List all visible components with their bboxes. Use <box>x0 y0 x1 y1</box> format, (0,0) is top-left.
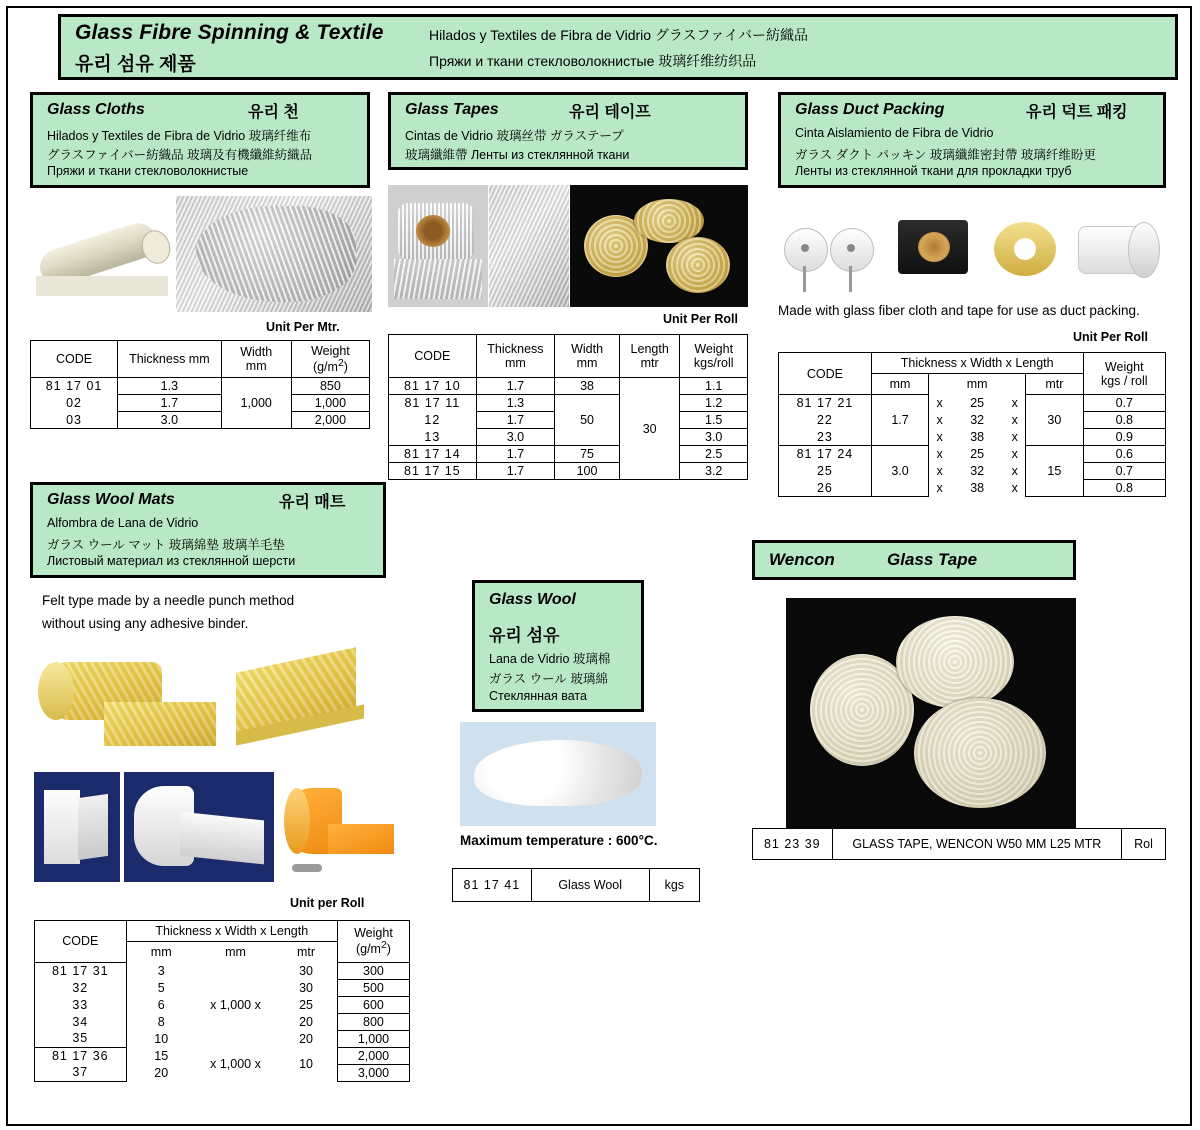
cell-thickness: 1.7 <box>118 395 221 412</box>
glass-cloths-table <box>30 340 370 429</box>
col-weight: Weight $(g/m^2)$ <box>291 341 369 378</box>
glass-wool-table <box>452 868 700 902</box>
cell-code: 81 17 36 <box>35 1047 127 1064</box>
glass-wool-title-en: Glass Wool <box>489 591 576 608</box>
cell-unit: Rol <box>1122 829 1166 860</box>
wencon-table <box>752 828 1166 860</box>
duct-packing-table <box>778 352 1166 497</box>
cell-code: 03 <box>31 412 118 429</box>
col-x-2 <box>1004 374 1025 395</box>
cell-weight: 300 <box>337 962 409 979</box>
cell-code: 23 <box>779 429 872 446</box>
cell-thickness: 1.7 <box>871 395 928 446</box>
cell-weight: 850 <box>291 378 369 395</box>
cell-length: 30 <box>299 980 313 995</box>
table-row <box>389 395 748 412</box>
col-dimensions: Thickness x Width x Length <box>871 353 1083 374</box>
glass-tape-roll-photo <box>388 185 488 307</box>
duct-packing-white-rolls-photo <box>778 200 880 296</box>
cell-x: x <box>936 481 943 495</box>
glass-cloth-tube-photo <box>30 196 175 312</box>
glass-wool-header <box>472 580 644 712</box>
duct-packing-unit-label: Unit Per Roll <box>1073 330 1149 344</box>
cell-length: 10 <box>299 1057 313 1071</box>
col-mtr: mtr <box>296 945 316 959</box>
cell-unit: kgs <box>649 869 699 902</box>
cell-thickness: 3.0 <box>871 446 928 497</box>
cell-code: 12 <box>389 412 477 429</box>
glass-wool-line-3: Стеклянная вата <box>489 689 587 703</box>
col-width: Width mm <box>221 341 291 378</box>
cell-x: x <box>936 430 943 444</box>
duct-packing-title-kr: 유리 덕트 패킹 <box>1026 104 1128 121</box>
cell-width: 1,000 <box>221 378 291 429</box>
table-row <box>453 869 700 902</box>
cell-x: x <box>936 396 943 410</box>
wool-mat-orange-roll-photo <box>278 772 396 882</box>
wool-mats-title-kr: 유리 매트 <box>279 494 346 511</box>
duct-packing-line-2: ガラス ダクト パッキン 玻璃纖維密封帶 玻璃纤维盼更 <box>795 148 1096 162</box>
glass-wool-line-1: Lana de Vidrio 玻璃棉 <box>489 652 611 666</box>
cell-thickness: 3.0 <box>118 412 221 429</box>
cell-x: x <box>936 464 943 478</box>
wool-mats-note-1: Felt type made by a needle punch method <box>42 593 295 608</box>
wool-mats-header <box>30 482 386 578</box>
cell-thickness: 5 <box>157 980 165 995</box>
page-title-bar <box>58 14 1178 80</box>
cell-name: Glass Wool <box>531 869 649 902</box>
cell-code: 81 17 15 <box>389 463 477 480</box>
glass-cloths-header <box>30 92 370 188</box>
col-mm-1: mm <box>871 374 928 395</box>
table-row <box>779 480 1166 497</box>
duct-packing-black-tape-photo <box>884 200 980 296</box>
cell-width: 100 <box>555 463 620 480</box>
cell-weight: 0.8 <box>1083 412 1165 429</box>
cell-thickness: 20 <box>154 1065 169 1080</box>
table-row <box>779 412 1166 429</box>
table-row <box>31 378 370 395</box>
cell-length: 20 <box>299 1014 313 1029</box>
cell-x: x <box>1011 481 1018 495</box>
cell-thickness: 1.3 <box>118 378 221 395</box>
cell-thickness: 1.7 <box>476 378 555 395</box>
cell-code: 81 17 24 <box>779 446 872 463</box>
cell-thickness: 1.7 <box>476 412 555 429</box>
cell-x: x <box>936 413 943 427</box>
cell-thickness: 8 <box>157 1014 165 1029</box>
cell-code: 25 <box>779 463 872 480</box>
duct-packing-line-3: Ленты из стеклянной ткани для прокладки труб <box>795 164 1072 178</box>
cell-weight: 2.5 <box>680 446 748 463</box>
glass-tapes-header <box>388 92 748 170</box>
glass-tape-gold-rolls-photo <box>570 185 748 307</box>
duct-packing-gold-tape-photo <box>984 200 1066 296</box>
col-x-1 <box>929 374 950 395</box>
cell-weight: 1,000 <box>291 395 369 412</box>
col-dimensions: Thickness x Width x Length <box>126 921 337 942</box>
table-row <box>753 829 1166 860</box>
wencon-header <box>752 540 1076 580</box>
wool-mat-yellow-roll-photo <box>34 640 224 760</box>
cell-weight: 1.1 <box>680 378 748 395</box>
cell-width: x 1,000 x <box>210 1057 261 1071</box>
wool-mats-table <box>34 920 410 1082</box>
cell-weight: 1.2 <box>680 395 748 412</box>
cell-x: x <box>1011 464 1018 478</box>
cell-length: 30 <box>619 378 679 480</box>
cell-code: 33 <box>35 996 127 1013</box>
wool-mat-yellow-sheet-photo <box>228 640 378 760</box>
cell-x: x <box>1011 447 1018 461</box>
cell-weight: 0.8 <box>1083 480 1165 497</box>
wool-mats-note-2: without using any adhesive binder. <box>42 616 249 631</box>
cell-weight: 1,000 <box>337 1030 409 1047</box>
col-code: CODE <box>31 341 118 378</box>
glass-cloths-title-kr: 유리 천 <box>248 104 299 121</box>
col-weight: Weight kgs / roll <box>1083 353 1165 395</box>
duct-packing-header <box>778 92 1166 188</box>
duct-packing-white-tape-photo <box>1068 200 1168 296</box>
cell-code: 02 <box>31 395 118 412</box>
col-weight: Weight $(g/m^2)$ <box>337 921 409 963</box>
cell-weight: 1.5 <box>680 412 748 429</box>
glass-cloths-line-1: Hilados y Textiles de Fibra de Vidrio 玻璃纤维布 <box>47 129 312 143</box>
cell-weight: 0.6 <box>1083 446 1165 463</box>
duct-packing-note: Made with glass fiber cloth and tape for use as duct packing. <box>778 303 1140 318</box>
cell-length: 20 <box>299 1031 313 1046</box>
cell-width: x 1,000 x <box>210 997 261 1012</box>
wool-mats-line-1: Alfombra de Lana de Vidrio <box>47 516 199 530</box>
table-row <box>35 1047 410 1064</box>
cell-code: 26 <box>779 480 872 497</box>
col-mm-1: mm <box>150 945 172 959</box>
cell-code: 22 <box>779 412 872 429</box>
cell-weight: 3.2 <box>680 463 748 480</box>
cell-width: 75 <box>555 446 620 463</box>
page-title-translations-2: Пряжи и ткани стекловолокнистые 玻璃纤维纺织品 <box>429 53 757 69</box>
cell-code: 81 17 10 <box>389 378 477 395</box>
table-row <box>389 378 748 395</box>
cell-description: GLASS TAPE, WENCON W50 MM L25 MTR <box>832 829 1121 860</box>
cell-thickness: 1.7 <box>476 446 555 463</box>
cell-thickness: 10 <box>154 1031 169 1046</box>
cell-code: 81 17 31 <box>35 962 127 979</box>
cell-code: 81 17 14 <box>389 446 477 463</box>
table-row <box>779 463 1166 480</box>
cell-weight: 3.0 <box>680 429 748 446</box>
glass-cloths-line-2: グラスファイバー紡織品 玻璃及有機纖維紡織品 <box>47 148 313 162</box>
wencon-glass-tape-photo <box>786 598 1076 828</box>
table-row <box>35 962 410 979</box>
wencon-title-product: Glass Tape <box>887 550 978 569</box>
cell-x: x <box>1011 396 1018 410</box>
col-code: CODE <box>35 921 127 963</box>
table-row <box>31 395 370 412</box>
cell-thickness: 15 <box>154 1048 169 1063</box>
glass-cloth-fabric-photo <box>176 196 372 312</box>
cell-code: 81 23 39 <box>753 829 833 860</box>
cell-code: 35 <box>35 1030 127 1047</box>
glass-tapes-line-2: 玻璃纖維帶 Ленты из стеклянной ткани <box>405 148 630 162</box>
cell-thickness: 3 <box>157 963 165 978</box>
col-mm-2: mm <box>225 945 246 959</box>
cell-weight: 0.7 <box>1083 463 1165 480</box>
table-row <box>779 429 1166 446</box>
cell-width: 50 <box>555 395 620 446</box>
cell-width: 25 <box>970 447 985 461</box>
cell-x: x <box>936 447 943 461</box>
cell-weight: 0.9 <box>1083 429 1165 446</box>
glass-tape-weave-photo <box>489 185 569 307</box>
glass-tapes-unit-label: Unit Per Roll <box>663 312 739 326</box>
col-code: CODE <box>779 353 872 395</box>
cell-code: 81 17 01 <box>31 378 118 395</box>
cell-x: x <box>1011 413 1018 427</box>
glass-cloths-title-en: Glass Cloths <box>47 101 145 118</box>
table-row <box>779 395 1166 412</box>
cell-weight: 800 <box>337 1013 409 1030</box>
cell-thickness: 1.7 <box>476 463 555 480</box>
col-weight: Weight kgs/roll <box>680 335 748 378</box>
col-thickness: Thickness mm <box>118 341 221 378</box>
cell-thickness: 3.0 <box>476 429 555 446</box>
wool-mats-unit-label: Unit per Roll <box>290 896 365 910</box>
cell-width: 32 <box>970 464 985 478</box>
glass-cloths-line-3: Пряжи и ткани стекловолокнистые <box>47 164 249 178</box>
glass-tapes-table <box>388 334 748 480</box>
page-title-korean: 유리 섬유 제품 <box>75 54 196 75</box>
cell-length: 25 <box>299 997 313 1012</box>
cell-length: 30 <box>299 963 313 978</box>
cell-weight: 600 <box>337 996 409 1013</box>
col-mtr: mtr <box>1026 374 1083 395</box>
cell-code: 34 <box>35 1013 127 1030</box>
cell-width: 38 <box>555 378 620 395</box>
table-row <box>779 446 1166 463</box>
cell-length: 30 <box>1026 395 1083 446</box>
col-width: Width mm <box>555 335 620 378</box>
glass-cloths-unit-label: Unit Per Mtr. <box>266 320 340 334</box>
glass-tapes-title-kr: 유리 테이프 <box>569 104 651 121</box>
glass-wool-temperature: Maximum temperature : 600°C. <box>460 833 658 848</box>
wool-mat-white-roll-photo <box>124 772 274 882</box>
cell-code: 81 17 41 <box>453 869 532 902</box>
glass-wool-photo <box>460 722 656 826</box>
col-length: Length mtr <box>619 335 679 378</box>
wool-mat-blue-bg-photo <box>34 772 120 882</box>
cell-code: 81 17 21 <box>779 395 872 412</box>
cell-code: 32 <box>35 979 127 996</box>
glass-tapes-line-1: Cintas de Vidrio 玻璃丝带 ガラステープ <box>405 129 624 143</box>
col-thickness: Thickness mm <box>476 335 555 378</box>
wool-mats-line-2: ガラス ウール マット 玻璃綿墊 玻璃羊毛垫 <box>47 538 285 552</box>
cell-weight: 2,000 <box>337 1047 409 1064</box>
cell-x: x <box>1011 430 1018 444</box>
table-row <box>389 446 748 463</box>
cell-thickness: 1.3 <box>476 395 555 412</box>
glass-tapes-title-en: Glass Tapes <box>405 101 499 118</box>
page-title: Glass Fibre Spinning & Textile <box>75 21 384 44</box>
cell-width: 25 <box>970 396 985 410</box>
cell-weight: 0.7 <box>1083 395 1165 412</box>
col-code: CODE <box>389 335 477 378</box>
cell-thickness: 6 <box>157 997 165 1012</box>
cell-length: 15 <box>1026 446 1083 497</box>
cell-width: 38 <box>970 430 985 444</box>
glass-wool-title-kr: 유리 섬유 <box>489 626 560 645</box>
duct-packing-line-1: Cinta Aislamiento de Fibra de Vidrio <box>795 126 994 140</box>
duct-packing-title-en: Glass Duct Packing <box>795 101 945 118</box>
glass-wool-line-2: ガラス ウール 玻璃綿 <box>489 672 608 686</box>
col-mm-2: mm <box>966 377 988 392</box>
cell-weight: 3,000 <box>337 1064 409 1081</box>
page-title-translations-1: Hilados y Textiles de Fibra de Vidrio グラスファイバー紡織品 <box>429 27 808 43</box>
cell-weight: 500 <box>337 979 409 996</box>
cell-code: 13 <box>389 429 477 446</box>
cell-code: 37 <box>35 1064 127 1081</box>
table-row <box>389 463 748 480</box>
cell-width: 32 <box>970 413 985 427</box>
cell-width: 38 <box>970 481 985 495</box>
cell-weight: 2,000 <box>291 412 369 429</box>
cell-code: 81 17 11 <box>389 395 477 412</box>
table-row <box>31 412 370 429</box>
wool-mats-line-3: Листовый материал из стеклянной шерсти <box>47 554 296 568</box>
wool-mats-title-en: Glass Wool Mats <box>47 491 175 508</box>
wencon-title-brand: Wencon <box>769 550 835 569</box>
